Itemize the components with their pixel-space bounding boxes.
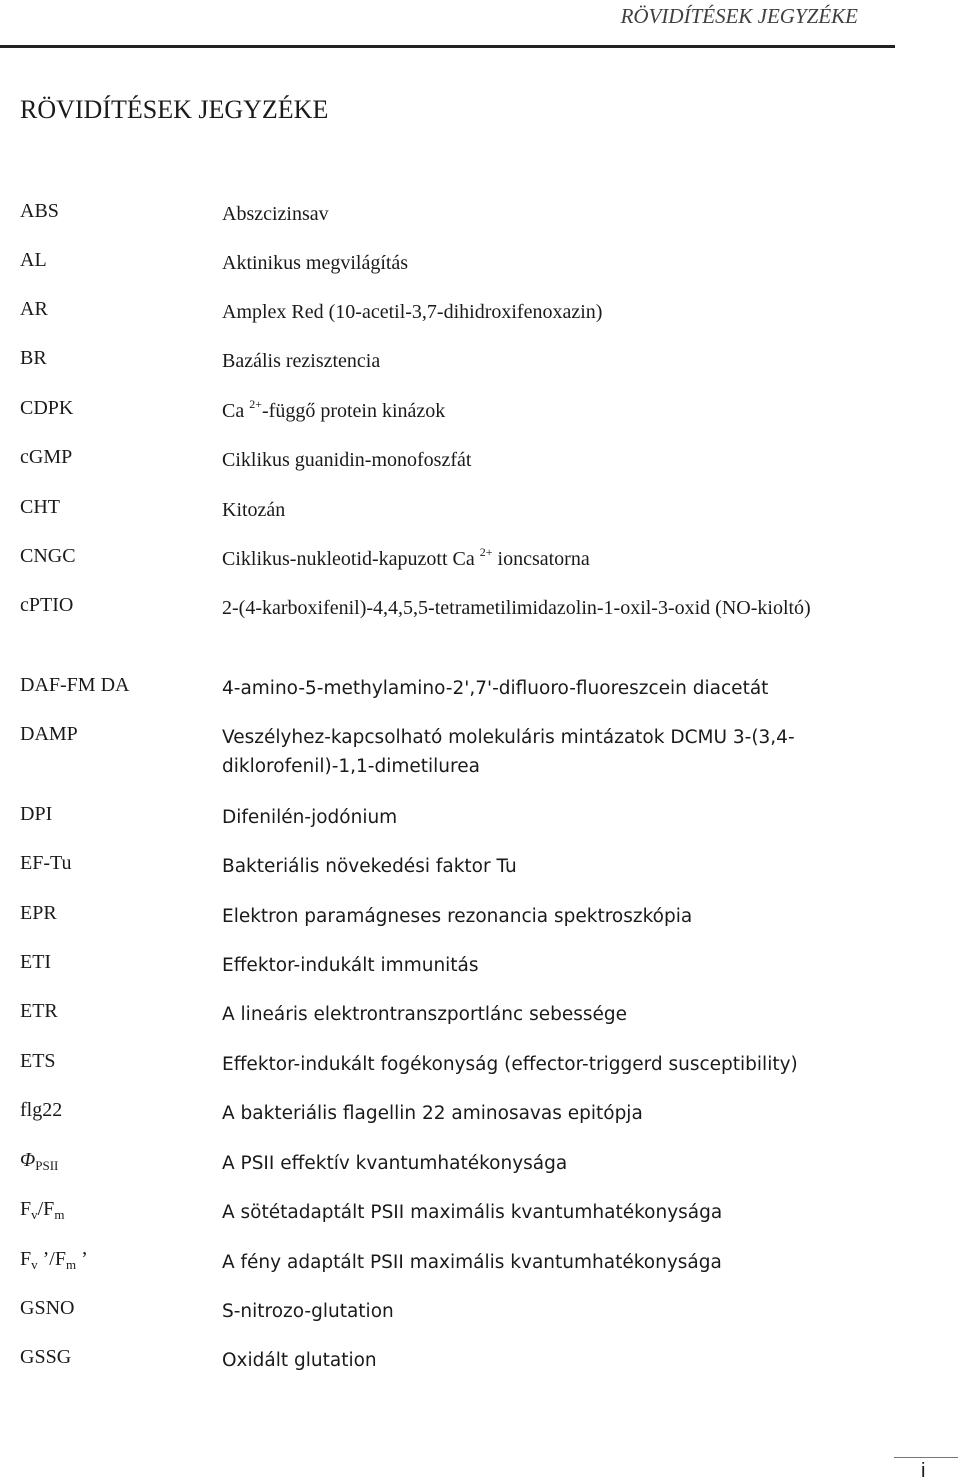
definition: Veszélyhez-kapcsolható molekuláris mintázatok DCMU 3-(3,4-diklorofenil)-1,1-dimetilurea xyxy=(222,727,795,777)
subscript: v xyxy=(31,1257,38,1272)
abbreviation xyxy=(20,1149,58,1172)
definition: A sötétadaptált PSII maximális kvantumhatékonysága xyxy=(222,1202,723,1223)
definition: A lineáris elektrontranszportlánc sebessége xyxy=(222,1004,628,1025)
definition: A PSII effektív kvantumhatékonysága xyxy=(222,1153,568,1174)
abbreviation-text: ’ xyxy=(76,1248,88,1270)
abbreviation: CHT xyxy=(20,496,60,518)
definition: Amplex Red (10-acetil-3,7-dihidroxifenoxazin) xyxy=(222,301,603,323)
definition: Ciklikus guanidin-monofoszfát xyxy=(222,449,472,471)
definition: Effektor-indukált immunitás xyxy=(222,955,479,976)
definition: Abszcizinsav xyxy=(222,203,329,225)
footer-rule xyxy=(894,1457,958,1458)
abbreviation: GSNO xyxy=(20,1297,75,1319)
running-header: RÖVIDÍTÉSEK JEGYZÉKE xyxy=(620,4,858,28)
definition: A fény adaptált PSII maximális kvantumhatékonysága xyxy=(222,1252,722,1273)
superscript: 2+ xyxy=(479,545,493,559)
abbreviation: ETI xyxy=(20,951,52,973)
definition: Bazális rezisztencia xyxy=(222,350,381,372)
definition-text: ioncsatorna xyxy=(492,548,590,570)
definition: Bakteriális növekedési faktor Tu xyxy=(222,856,517,877)
definition: Oxidált glutation xyxy=(222,1350,377,1371)
definition: Aktinikus megvilágítás xyxy=(222,252,409,274)
abbreviation: EPR xyxy=(20,902,57,924)
definition: Kitozán xyxy=(222,499,286,521)
abbreviation: BR xyxy=(20,347,47,369)
abbreviation: ABS xyxy=(20,200,59,222)
abbreviation: DPI xyxy=(20,803,53,825)
abbreviation: DAMP xyxy=(20,723,78,745)
subscript: m xyxy=(65,1257,77,1272)
abbreviation: AL xyxy=(20,249,47,271)
abbreviation: cPTIO xyxy=(20,594,74,616)
definition: Elektron paramágneses rezonancia spektroszkópia xyxy=(222,906,693,927)
definition: S-nitrozo-glutation xyxy=(222,1301,394,1322)
abbreviation: EF-Tu xyxy=(20,852,72,874)
definition: Difenilén-jodónium xyxy=(222,807,398,828)
abbreviation-text: F xyxy=(20,1248,32,1270)
definition: 4-amino-5-methylamino-2',7'-difluoro-fluoreszcein diacetát xyxy=(222,678,769,699)
page-number: i xyxy=(921,1460,926,1482)
abbreviation-text: F xyxy=(20,1198,32,1220)
abbreviation: DAF-FM DA xyxy=(20,674,130,696)
abbreviation xyxy=(20,1248,88,1271)
abbreviation: flg22 xyxy=(20,1099,63,1121)
abbreviation: CNGC xyxy=(20,545,76,567)
definition: A bakteriális flagellin 22 aminosavas epitópja xyxy=(222,1103,643,1124)
definition-text: Ca xyxy=(222,400,245,422)
abbreviation-text: ’/F xyxy=(37,1248,66,1270)
definition: Effektor-indukált fogékonyság (effector-triggerd susceptibility) xyxy=(222,1054,798,1075)
abbreviation: CDPK xyxy=(20,397,74,419)
superscript: 2+ xyxy=(249,397,262,411)
abbreviation: ETR xyxy=(20,1000,58,1022)
subscript: m xyxy=(54,1207,65,1222)
header-rule xyxy=(0,45,895,48)
page-title: RÖVIDÍTÉSEK JEGYZÉKE xyxy=(20,95,329,124)
subscript: v xyxy=(31,1207,38,1222)
definition xyxy=(222,545,822,574)
definition xyxy=(222,397,822,426)
abbreviation: cGMP xyxy=(20,446,73,468)
abbreviation: GSSG xyxy=(20,1346,72,1368)
phi-symbol: Φ xyxy=(20,1149,36,1171)
abbreviation: AR xyxy=(20,298,48,320)
subscript: PSII xyxy=(35,1158,59,1173)
definition: 2-(4-karboxifenil)-4,4,5,5-tetrametilimidazolin-1-oxil-3-oxid (NO-kioltó) xyxy=(222,597,811,619)
abbreviation xyxy=(20,1198,64,1221)
abbreviation-text: /F xyxy=(37,1198,55,1220)
abbreviation: ETS xyxy=(20,1050,56,1072)
definition-text: -függő protein kinázok xyxy=(262,400,446,422)
definition-text: Ciklikus-nukleotid-kapuzott Ca xyxy=(222,548,475,570)
